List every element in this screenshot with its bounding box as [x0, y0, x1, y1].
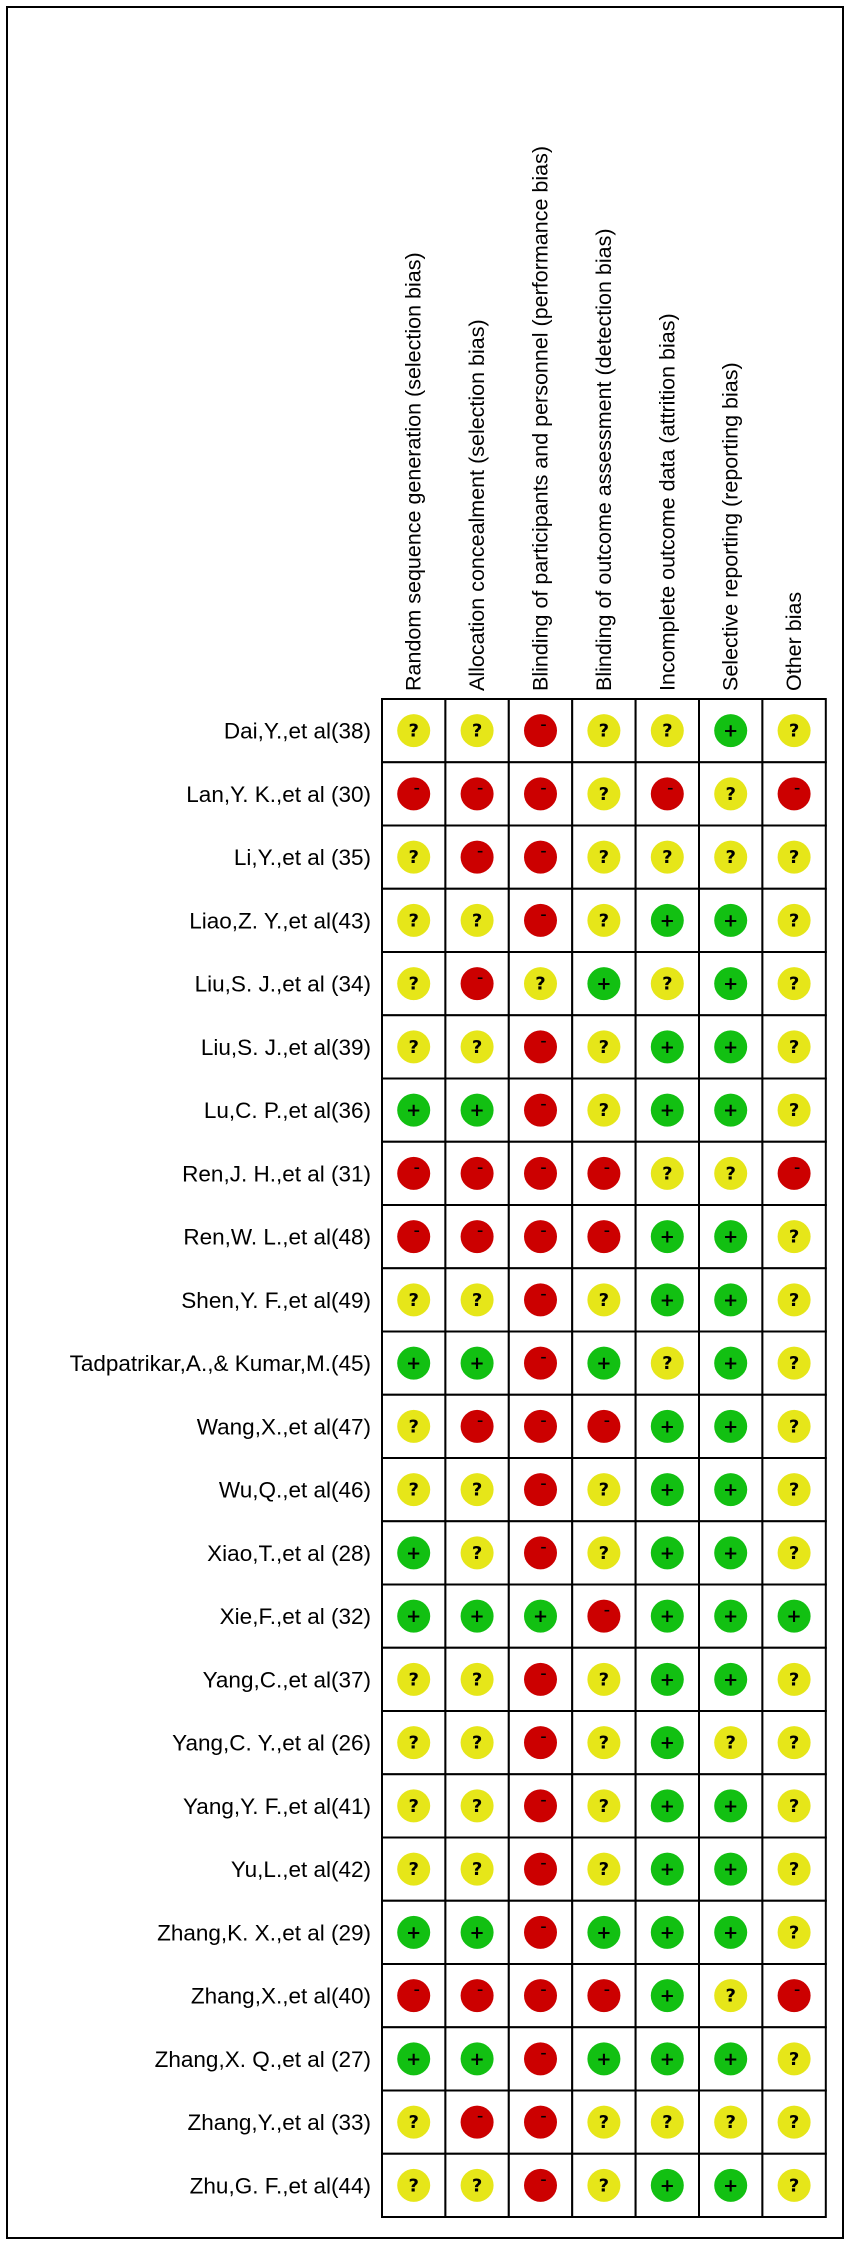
judgement-symbol: ?	[471, 1479, 483, 1501]
judgement-symbol: ?	[471, 2175, 483, 2197]
judgement-symbol: +	[723, 1795, 739, 1817]
judgement-symbol: –	[540, 1286, 547, 1301]
judgement-symbol: +	[469, 1922, 485, 1944]
judgement-symbol: ?	[471, 1669, 483, 1691]
judgement-symbol: +	[723, 1669, 739, 1691]
judgement-symbol: –	[794, 1160, 801, 1175]
judgement-symbol: ?	[471, 1732, 483, 1754]
judgement-symbol: ?	[788, 1353, 800, 1375]
judgement-symbol: –	[667, 780, 674, 795]
column-header: Allocation concealment (selection bias)	[465, 319, 490, 691]
judgement-symbol: –	[477, 970, 484, 985]
study-label: Zhang,Y.,et al (33)	[187, 2110, 371, 2136]
judgement-symbol: –	[477, 1160, 484, 1175]
judgement-symbol: –	[794, 1982, 801, 1997]
judgement-symbol: ?	[725, 1985, 736, 2007]
judgement-symbol: –	[540, 1982, 547, 1997]
judgement-symbol: ?	[408, 1795, 419, 1817]
judgement-symbol: +	[659, 1416, 675, 1438]
judgement-symbol: ?	[788, 1859, 800, 1881]
judgement-symbol: +	[406, 2048, 422, 2070]
study-label: Yang,Y. F.,et al(41)	[182, 1793, 371, 1819]
judgement-symbol: +	[469, 1100, 485, 1122]
column-header: Other bias	[782, 591, 807, 691]
study-label: Ren,W. L.,et al(48)	[183, 1224, 371, 1250]
judgement-symbol: –	[540, 1856, 547, 1871]
judgement-symbol: –	[540, 1223, 547, 1238]
judgement-symbol: ?	[598, 1859, 610, 1881]
judgement-symbol: –	[603, 1982, 610, 1997]
judgement-symbol: +	[723, 1542, 739, 1564]
judgement-symbol: –	[603, 1603, 610, 1618]
judgement-symbol: +	[469, 2048, 485, 2070]
judgement-symbol: ?	[408, 973, 419, 995]
judgement-symbol: +	[723, 1036, 739, 1058]
study-label: Liu,S. J.,et al (34)	[194, 971, 371, 997]
judgement-symbol: –	[540, 1160, 547, 1175]
judgement-symbol: ?	[725, 1163, 736, 1185]
judgement-symbol: +	[659, 2175, 675, 2197]
judgement-symbol: ?	[725, 1732, 736, 1754]
judgement-symbol: ?	[408, 1669, 419, 1691]
judgement-symbol: ?	[598, 1036, 610, 1058]
study-label: Wang,X.,et al(47)	[196, 1414, 371, 1440]
judgement-symbol: –	[477, 1413, 484, 1428]
judgement-grid	[382, 699, 826, 2217]
judgement-symbol: +	[659, 1289, 675, 1311]
judgement-symbol: –	[413, 1223, 420, 1238]
judgement-symbol: +	[406, 1353, 422, 1375]
judgement-symbol: –	[540, 1919, 547, 1934]
judgement-symbol: ?	[662, 720, 673, 742]
study-label: Xiao,T.,et al (28)	[207, 1540, 371, 1566]
judgement-symbol: +	[659, 2048, 675, 2070]
judgement-symbol: +	[786, 1606, 802, 1628]
judgement-symbol: ?	[471, 1542, 483, 1564]
judgement-symbol: +	[723, 2048, 739, 2070]
judgement-symbol: ?	[598, 847, 610, 869]
judgement-symbol: –	[540, 844, 547, 859]
judgement-symbol: +	[659, 1226, 675, 1248]
judgement-symbol: –	[540, 1792, 547, 1807]
judgement-symbol: –	[603, 1160, 610, 1175]
judgement-symbol: ?	[788, 973, 800, 995]
judgement-symbol: ?	[598, 2112, 610, 2134]
judgement-symbol: ?	[408, 1859, 419, 1881]
judgement-symbol: ?	[471, 1289, 483, 1311]
judgement-symbol: –	[540, 1539, 547, 1554]
judgement-symbol: ?	[471, 1795, 483, 1817]
judgement-symbol: ?	[598, 1100, 610, 1122]
judgement-symbol: –	[540, 1476, 547, 1491]
judgement-symbol: ?	[725, 847, 736, 869]
study-label: Zhang,X. Q.,et al (27)	[154, 2046, 371, 2072]
judgement-symbol: +	[406, 1606, 422, 1628]
judgement-symbol: ?	[788, 1542, 800, 1564]
judgement-symbol: ?	[408, 910, 419, 932]
study-label: Shen,Y. F.,et al(49)	[181, 1287, 371, 1313]
judgement-symbol: ?	[598, 1289, 610, 1311]
judgement-symbol: +	[723, 1606, 739, 1628]
judgement-symbol: ?	[598, 1732, 610, 1754]
judgement-symbol: –	[540, 1729, 547, 1744]
judgement-symbol: +	[723, 1289, 739, 1311]
judgement-symbol: –	[540, 1350, 547, 1365]
judgement-symbol: –	[477, 2109, 484, 2124]
study-label: Liu,S. J.,et al(39)	[200, 1034, 371, 1060]
judgement-symbol: –	[477, 780, 484, 795]
judgement-symbol: ?	[788, 1922, 800, 1944]
judgement-symbol: –	[540, 2045, 547, 2060]
judgement-symbol: ?	[788, 1479, 800, 1501]
judgement-symbol: +	[406, 1922, 422, 1944]
study-label: Yu,L.,et al(42)	[230, 1857, 371, 1883]
judgement-symbol: +	[596, 1353, 612, 1375]
judgement-symbol: +	[659, 1922, 675, 1944]
judgement-symbol: ?	[471, 720, 483, 742]
judgement-symbol: ?	[788, 1669, 800, 1691]
judgement-symbol: –	[794, 780, 801, 795]
judgement-symbol: +	[723, 1353, 739, 1375]
judgement-symbol: ?	[408, 1036, 419, 1058]
judgement-symbol: –	[540, 780, 547, 795]
judgement-symbol: +	[469, 1353, 485, 1375]
judgement-symbol: ?	[408, 2112, 419, 2134]
judgement-symbol: ?	[471, 910, 483, 932]
column-header: Random sequence generation (selection bias)	[401, 252, 426, 691]
judgement-symbol: ?	[408, 1732, 419, 1754]
judgement-symbol: –	[477, 1982, 484, 1997]
judgement-symbol: ?	[788, 720, 800, 742]
judgement-symbol: –	[603, 1223, 610, 1238]
judgement-symbol: ?	[471, 1036, 483, 1058]
judgement-symbol: +	[596, 2048, 612, 2070]
judgement-symbol: +	[659, 1036, 675, 1058]
study-label: Li,Y.,et al (35)	[233, 845, 371, 871]
column-header: Selective reporting (reporting bias)	[718, 362, 743, 691]
judgement-symbol: ?	[408, 1416, 419, 1438]
judgement-symbol: +	[659, 910, 675, 932]
judgement-symbol: ?	[662, 1353, 673, 1375]
judgement-symbol: +	[659, 1542, 675, 1564]
judgement-symbol: ?	[598, 783, 610, 805]
study-label: Lu,C. P.,et al(36)	[203, 1098, 371, 1124]
judgement-symbol: +	[723, 1100, 739, 1122]
judgement-symbol: +	[532, 1606, 549, 1628]
judgement-symbol: –	[540, 717, 547, 732]
study-label: Yang,C. Y.,et al (26)	[172, 1730, 371, 1756]
judgement-symbol: +	[659, 1100, 675, 1122]
judgement-symbol: –	[540, 1033, 547, 1048]
study-label: Xie,F.,et al (32)	[219, 1604, 371, 1630]
judgement-symbol: –	[413, 1982, 420, 1997]
judgement-symbol: +	[659, 1985, 675, 2007]
judgement-symbol: ?	[725, 2112, 736, 2134]
judgement-symbol: ?	[788, 1289, 800, 1311]
judgement-symbol: ?	[788, 1416, 800, 1438]
judgement-symbol: ?	[788, 1100, 800, 1122]
judgement-symbol: ?	[788, 2048, 800, 2070]
judgement-symbol: ?	[788, 847, 800, 869]
judgement-symbol: –	[540, 2109, 547, 2124]
judgement-symbol: +	[723, 910, 739, 932]
column-header: Incomplete outcome data (attrition bias)	[655, 313, 680, 691]
judgement-symbol: +	[723, 1479, 739, 1501]
judgement-symbol: +	[723, 1922, 739, 1944]
judgement-symbol: +	[723, 1416, 739, 1438]
judgement-symbol: –	[540, 1666, 547, 1681]
judgement-symbol: ?	[788, 2112, 800, 2134]
judgement-symbol: ?	[662, 1163, 673, 1185]
judgement-symbol: +	[659, 1606, 675, 1628]
judgement-symbol: +	[723, 973, 739, 995]
judgement-symbol: –	[477, 1223, 484, 1238]
judgement-symbol: ?	[788, 1036, 800, 1058]
study-label: Ren,J. H.,et al (31)	[182, 1161, 371, 1187]
judgement-symbol: ?	[598, 1669, 610, 1691]
judgement-symbol: ?	[408, 720, 419, 742]
judgement-symbol: +	[406, 1542, 422, 1564]
judgement-symbol: ?	[598, 720, 610, 742]
judgement-symbol: ?	[788, 2175, 800, 2197]
study-label: Liao,Z. Y.,et al(43)	[189, 908, 371, 934]
judgement-symbol: +	[659, 1795, 675, 1817]
judgement-symbol: ?	[788, 1732, 800, 1754]
study-label: Dai,Y.,et al(38)	[223, 718, 371, 744]
judgement-symbol: +	[659, 1859, 675, 1881]
judgement-symbol: ?	[788, 1226, 800, 1248]
judgement-symbol: ?	[662, 973, 673, 995]
judgement-symbol: ?	[788, 1795, 800, 1817]
study-label: Zhang,X.,et al(40)	[190, 1983, 371, 2009]
judgement-symbol: –	[413, 1160, 420, 1175]
judgement-symbol: +	[659, 1732, 675, 1754]
judgement-symbol: –	[540, 907, 547, 922]
study-label: Wu,Q.,et al(46)	[218, 1477, 371, 1503]
judgement-symbol: +	[723, 1859, 739, 1881]
judgement-symbol: ?	[662, 2112, 673, 2134]
judgement-symbol: +	[406, 1100, 422, 1122]
judgement-symbol: +	[469, 1606, 485, 1628]
judgement-symbol: ?	[408, 1289, 419, 1311]
judgement-symbol: ?	[598, 910, 610, 932]
study-label: Lan,Y. K.,et al (30)	[186, 781, 371, 807]
judgement-symbol: ?	[598, 1479, 610, 1501]
column-header: Blinding of participants and personnel (performance bias)	[528, 146, 553, 691]
study-label: Yang,C.,et al(37)	[202, 1667, 371, 1693]
judgement-symbol: +	[723, 720, 739, 742]
judgement-symbol: ?	[408, 847, 419, 869]
judgement-symbol: –	[413, 780, 420, 795]
judgement-symbol: +	[723, 2175, 739, 2197]
judgement-symbol: –	[540, 1413, 547, 1428]
study-label: Zhu,G. F.,et al(44)	[189, 2173, 371, 2199]
judgement-symbol: ?	[662, 847, 673, 869]
judgement-symbol: ?	[788, 910, 800, 932]
judgement-symbol: –	[540, 2172, 547, 2187]
column-header: Blinding of outcome assessment (detection bias)	[591, 228, 616, 691]
judgement-symbol: +	[659, 1669, 675, 1691]
judgement-symbol: ?	[408, 1479, 419, 1501]
judgement-symbol: –	[477, 844, 484, 859]
judgement-symbol: ?	[598, 1542, 610, 1564]
judgement-symbol: +	[659, 1479, 675, 1501]
judgement-symbol: ?	[535, 973, 546, 995]
study-label: Tadpatrikar,A.,& Kumar,M.(45)	[69, 1351, 371, 1377]
judgement-symbol: ?	[598, 1795, 610, 1817]
judgement-symbol: ?	[471, 1859, 483, 1881]
judgement-symbol: –	[540, 1097, 547, 1112]
judgement-symbol: +	[723, 1226, 739, 1248]
judgement-symbol: ?	[408, 2175, 419, 2197]
judgement-symbol: +	[596, 1922, 612, 1944]
judgement-symbol: ?	[598, 2175, 610, 2197]
judgement-symbol: –	[603, 1413, 610, 1428]
study-label: Zhang,K. X.,et al (29)	[157, 1920, 371, 1946]
judgement-symbol: ?	[725, 783, 736, 805]
judgement-symbol: +	[596, 973, 612, 995]
